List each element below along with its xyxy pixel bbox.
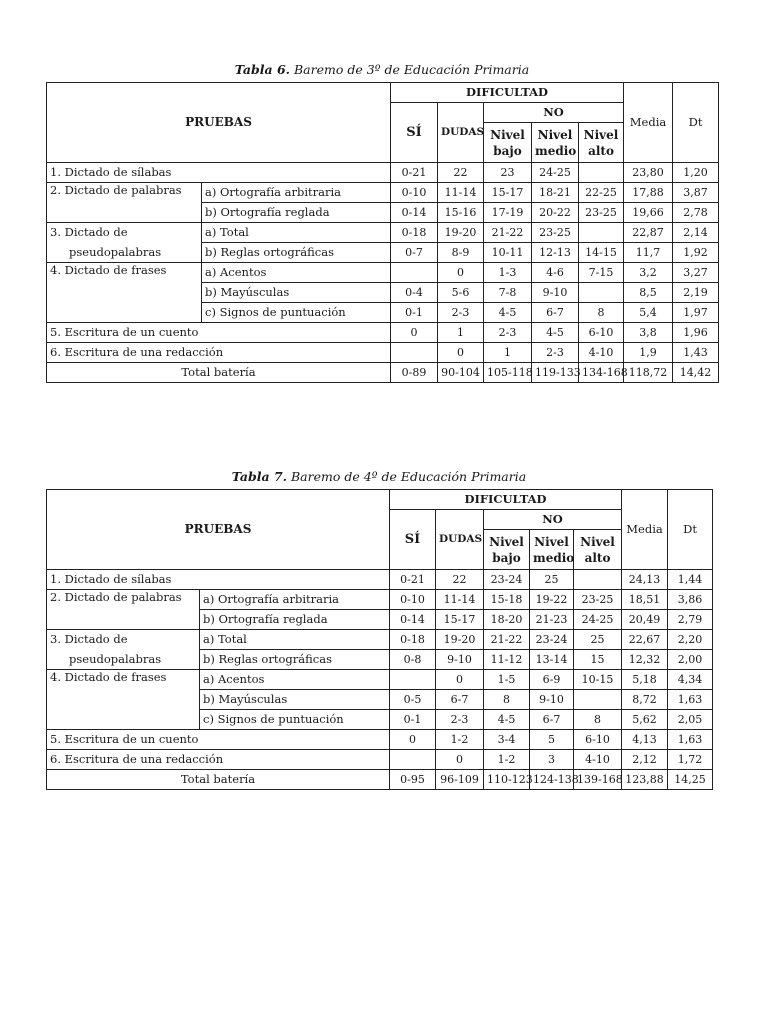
cell-bajo: 21-22: [484, 223, 532, 243]
table-row-total: [47, 363, 719, 383]
cell-medio: 13-14: [530, 650, 574, 670]
cell-si: [391, 343, 438, 363]
header-no: NO: [484, 103, 624, 123]
cell-si: 0: [391, 323, 438, 343]
row-label: c) Signos de puntuación: [202, 303, 391, 323]
header-nivel-alto: Nivel alto: [579, 123, 624, 163]
cell-alto: [574, 690, 622, 710]
cell-alto: 23-25: [579, 203, 624, 223]
table-row: [47, 570, 713, 590]
table-row: [47, 730, 713, 750]
cell-bajo: 1: [484, 343, 532, 363]
cell-bajo: 1-2: [484, 750, 530, 770]
cell-alto: 22-25: [579, 183, 624, 203]
row-label-total: Total batería: [47, 770, 390, 790]
row-label: 5. Escritura de un cuento: [47, 323, 391, 343]
cell-medio: 6-7: [530, 710, 574, 730]
cell-alto: 15: [574, 650, 622, 670]
cell-dudas: 8-9: [438, 243, 484, 263]
row-label: a) Acentos: [202, 263, 391, 283]
cell-medio: 5: [530, 730, 574, 750]
header-pruebas: PRUEBAS: [47, 83, 391, 163]
header-no: NO: [484, 510, 622, 530]
cell-medio: 124-138: [530, 770, 574, 790]
header-nivel-medio: Nivel medio: [532, 123, 579, 163]
row-label: b) Mayúsculas: [200, 690, 390, 710]
row-label: c) Signos de puntuación: [200, 710, 390, 730]
cell-medio: 4-5: [532, 323, 579, 343]
cell-medio: 9-10: [532, 283, 579, 303]
cell-dudas: 19-20: [438, 223, 484, 243]
cell-dt: 1,97: [673, 303, 719, 323]
cell-alto: 6-10: [579, 323, 624, 343]
cell-alto: [579, 223, 624, 243]
cell-dt: 14,42: [673, 363, 719, 383]
cell-dudas: 2-3: [438, 303, 484, 323]
cell-dt: 2,78: [673, 203, 719, 223]
cell-bajo: 15-18: [484, 590, 530, 610]
cell-si: 0-1: [391, 303, 438, 323]
cell-dt: 2,00: [668, 650, 713, 670]
header-dt: Dt: [673, 83, 719, 163]
row-label: 6. Escritura de una redacción: [47, 750, 390, 770]
cell-alto: 10-15: [574, 670, 622, 690]
cell-dudas: 1-2: [436, 730, 484, 750]
cell-si: 0-21: [390, 570, 436, 590]
row-label: a) Ortografía arbitraria: [200, 590, 390, 610]
cell-si: 0-7: [391, 243, 438, 263]
cell-dudas: 15-16: [438, 203, 484, 223]
table-row: [47, 750, 713, 770]
cell-medio: 19-22: [530, 590, 574, 610]
cell-si: 0-5: [390, 690, 436, 710]
cell-si: 0-14: [390, 610, 436, 630]
cell-dudas: 22: [436, 570, 484, 590]
cell-dudas: 90-104: [438, 363, 484, 383]
cell-media: 1,9: [624, 343, 673, 363]
cell-media: 19,66: [624, 203, 673, 223]
cell-dudas: 11-14: [436, 590, 484, 610]
row-group-label: 2. Dictado de palabras: [47, 590, 200, 630]
cell-medio: 119-133: [532, 363, 579, 383]
cell-si: [391, 263, 438, 283]
cell-bajo: 3-4: [484, 730, 530, 750]
cell-media: 4,13: [622, 730, 668, 750]
row-group-label: 4. Dictado de frases: [47, 263, 202, 323]
header-nivel-bajo: Nivel bajo: [484, 530, 530, 570]
cell-alto: 8: [574, 710, 622, 730]
cell-dt: 4,34: [668, 670, 713, 690]
cell-bajo: 23: [484, 163, 532, 183]
cell-dt: 2,20: [668, 630, 713, 650]
cell-media: 8,72: [622, 690, 668, 710]
cell-dt: 1,96: [673, 323, 719, 343]
cell-dt: 2,79: [668, 610, 713, 630]
cell-dt: 1,63: [668, 730, 713, 750]
cell-media: 24,13: [622, 570, 668, 590]
cell-dudas: 0: [438, 263, 484, 283]
cell-dudas: 0: [436, 670, 484, 690]
cell-media: 5,4: [624, 303, 673, 323]
tabla-7: [46, 469, 712, 790]
cell-alto: 7-15: [579, 263, 624, 283]
cell-si: 0-18: [390, 630, 436, 650]
table-row: [47, 650, 713, 670]
table-row: [47, 343, 719, 363]
row-label: b) Reglas ortográficas: [202, 243, 391, 263]
cell-si: 0-89: [391, 363, 438, 383]
table-row: [47, 183, 719, 203]
cell-dudas: 0: [438, 343, 484, 363]
caption-text: Baremo de 4º de Educación Primaria: [290, 469, 527, 484]
cell-dudas: 1: [438, 323, 484, 343]
cell-media: 11,7: [624, 243, 673, 263]
row-label: 1. Dictado de sílabas: [47, 163, 391, 183]
row-group-label-cont: pseudopalabras: [47, 243, 202, 263]
row-label: a) Total: [202, 223, 391, 243]
cell-dt: 2,05: [668, 710, 713, 730]
cell-media: 22,67: [622, 630, 668, 650]
cell-medio: 23-25: [532, 223, 579, 243]
table-row: [47, 263, 719, 283]
cell-medio: 21-23: [530, 610, 574, 630]
cell-dt: 3,27: [673, 263, 719, 283]
cell-dt: 1,20: [673, 163, 719, 183]
cell-dt: 1,63: [668, 690, 713, 710]
cell-bajo: 17-19: [484, 203, 532, 223]
cell-dt: 1,92: [673, 243, 719, 263]
cell-media: 118,72: [624, 363, 673, 383]
cell-media: 23,80: [624, 163, 673, 183]
cell-dudas: 6-7: [436, 690, 484, 710]
cell-medio: 20-22: [532, 203, 579, 223]
row-label: 1. Dictado de sílabas: [47, 570, 390, 590]
row-label: 6. Escritura de una redacción: [47, 343, 391, 363]
cell-medio: 23-24: [530, 630, 574, 650]
header-si: SÍ: [391, 103, 438, 163]
cell-media: 8,5: [624, 283, 673, 303]
cell-dudas: 15-17: [436, 610, 484, 630]
cell-si: 0-8: [390, 650, 436, 670]
cell-alto: 6-10: [574, 730, 622, 750]
cell-dt: 3,86: [668, 590, 713, 610]
cell-dt: 2,19: [673, 283, 719, 303]
cell-alto: 4-10: [574, 750, 622, 770]
cell-alto: 14-15: [579, 243, 624, 263]
cell-bajo: 15-17: [484, 183, 532, 203]
cell-alto: 25: [574, 630, 622, 650]
cell-alto: 134-168: [579, 363, 624, 383]
cell-alto: 23-25: [574, 590, 622, 610]
row-label: a) Ortografía arbitraria: [202, 183, 391, 203]
row-label: a) Total: [200, 630, 390, 650]
cell-si: 0-14: [391, 203, 438, 223]
header-nivel-bajo: Nivel bajo: [484, 123, 532, 163]
cell-dudas: 5-6: [438, 283, 484, 303]
cell-bajo: 4-5: [484, 710, 530, 730]
cell-alto: 4-10: [579, 343, 624, 363]
cell-bajo: 21-22: [484, 630, 530, 650]
header-dificultad: DIFICULTAD: [390, 490, 622, 510]
header-pruebas: PRUEBAS: [47, 490, 390, 570]
cell-media: 22,87: [624, 223, 673, 243]
cell-dudas: 11-14: [438, 183, 484, 203]
cell-si: [390, 750, 436, 770]
cell-alto: [579, 283, 624, 303]
cell-bajo: 7-8: [484, 283, 532, 303]
cell-si: 0-18: [391, 223, 438, 243]
row-group-label: 3. Dictado de: [47, 630, 200, 650]
baremo-table: [46, 82, 719, 383]
row-label: b) Ortografía reglada: [202, 203, 391, 223]
cell-alto: 8: [579, 303, 624, 323]
cell-bajo: 10-11: [484, 243, 532, 263]
header-nivel-alto: Nivel alto: [574, 530, 622, 570]
tabla-6: [46, 62, 718, 383]
row-label: 5. Escritura de un cuento: [47, 730, 390, 750]
cell-bajo: 8: [484, 690, 530, 710]
cell-bajo: 1-5: [484, 670, 530, 690]
cell-bajo: 11-12: [484, 650, 530, 670]
cell-media: 5,62: [622, 710, 668, 730]
cell-media: 123,88: [622, 770, 668, 790]
cell-dudas: 2-3: [436, 710, 484, 730]
cell-medio: 9-10: [530, 690, 574, 710]
cell-bajo: 18-20: [484, 610, 530, 630]
header-dificultad: DIFICULTAD: [391, 83, 624, 103]
cell-bajo: 1-3: [484, 263, 532, 283]
caption-text: Baremo de 3º de Educación Primaria: [293, 62, 530, 77]
table-row: [47, 163, 719, 183]
cell-dudas: 22: [438, 163, 484, 183]
tabla-6-caption: [46, 62, 718, 78]
header-si: SÍ: [390, 510, 436, 570]
cell-si: 0-10: [390, 590, 436, 610]
cell-si: [390, 670, 436, 690]
row-label-total: Total batería: [47, 363, 391, 383]
cell-dudas: 19-20: [436, 630, 484, 650]
cell-dt: 1,72: [668, 750, 713, 770]
header-nivel-medio: Nivel medio: [530, 530, 574, 570]
cell-media: 5,18: [622, 670, 668, 690]
header-media: Media: [622, 490, 668, 570]
cell-media: 17,88: [624, 183, 673, 203]
cell-bajo: 110-123: [484, 770, 530, 790]
cell-media: 2,12: [622, 750, 668, 770]
cell-alto: [574, 570, 622, 590]
row-group-label-cont: pseudopalabras: [47, 650, 200, 670]
cell-si: 0-10: [391, 183, 438, 203]
cell-dt: 2,14: [673, 223, 719, 243]
cell-media: 12,32: [622, 650, 668, 670]
cell-bajo: 4-5: [484, 303, 532, 323]
cell-si: 0: [390, 730, 436, 750]
cell-si: 0-1: [390, 710, 436, 730]
cell-medio: 18-21: [532, 183, 579, 203]
cell-alto: [579, 163, 624, 183]
cell-media: 18,51: [622, 590, 668, 610]
cell-medio: 4-6: [532, 263, 579, 283]
cell-medio: 24-25: [532, 163, 579, 183]
table-row: [47, 670, 713, 690]
table-row: [47, 630, 713, 650]
cell-media: 3,2: [624, 263, 673, 283]
cell-bajo: 23-24: [484, 570, 530, 590]
cell-dt: 1,44: [668, 570, 713, 590]
row-group-label: 2. Dictado de palabras: [47, 183, 202, 223]
cell-media: 20,49: [622, 610, 668, 630]
cell-bajo: 2-3: [484, 323, 532, 343]
cell-dt: 3,87: [673, 183, 719, 203]
row-group-label: 4. Dictado de frases: [47, 670, 200, 730]
cell-media: 3,8: [624, 323, 673, 343]
tabla-7-caption: [46, 469, 712, 485]
cell-medio: 25: [530, 570, 574, 590]
cell-alto: 24-25: [574, 610, 622, 630]
caption-label: Tabla 7.: [231, 469, 287, 484]
header-dt: Dt: [668, 490, 713, 570]
header-dudas: DUDAS: [436, 510, 484, 570]
cell-dudas: 9-10: [436, 650, 484, 670]
cell-si: 0-21: [391, 163, 438, 183]
table-row: [47, 590, 713, 610]
table-row: [47, 243, 719, 263]
row-label: a) Acentos: [200, 670, 390, 690]
cell-bajo: 105-118: [484, 363, 532, 383]
cell-dt: 1,43: [673, 343, 719, 363]
cell-dt: 14,25: [668, 770, 713, 790]
row-label: b) Reglas ortográficas: [200, 650, 390, 670]
cell-dudas: 0: [436, 750, 484, 770]
table-row: [47, 223, 719, 243]
cell-dudas: 96-109: [436, 770, 484, 790]
table-row: [47, 323, 719, 343]
caption-label: Tabla 6.: [234, 62, 290, 77]
table-row-total: [47, 770, 713, 790]
cell-alto: 139-168: [574, 770, 622, 790]
baremo-table: [46, 489, 713, 790]
cell-medio: 12-13: [532, 243, 579, 263]
row-group-label: 3. Dictado de: [47, 223, 202, 243]
cell-medio: 3: [530, 750, 574, 770]
cell-si: 0-4: [391, 283, 438, 303]
row-label: b) Ortografía reglada: [200, 610, 390, 630]
cell-medio: 6-7: [532, 303, 579, 323]
cell-medio: 2-3: [532, 343, 579, 363]
row-label: b) Mayúsculas: [202, 283, 391, 303]
header-dudas: DUDAS: [438, 103, 484, 163]
header-media: Media: [624, 83, 673, 163]
cell-si: 0-95: [390, 770, 436, 790]
cell-medio: 6-9: [530, 670, 574, 690]
